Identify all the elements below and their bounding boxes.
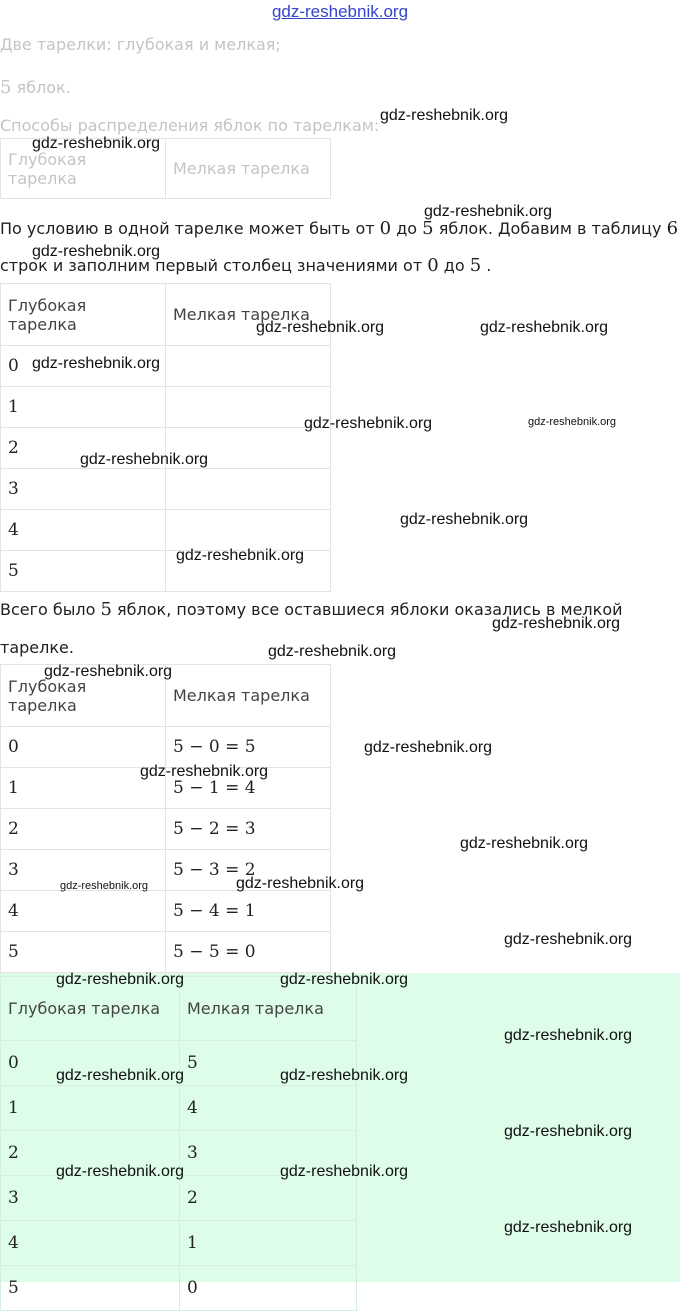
math-number: 5 bbox=[469, 255, 482, 276]
intro-line-apples bbox=[0, 78, 71, 97]
table-answer bbox=[0, 976, 357, 1311]
watermark: gdz-reshebnik.org bbox=[268, 643, 397, 660]
cell-shallow: 3 bbox=[180, 1131, 357, 1176]
table-computed bbox=[0, 664, 331, 973]
cell-deep: 2 bbox=[1, 1131, 180, 1176]
table-row bbox=[1, 1221, 357, 1266]
watermark: gdz-reshebnik.org bbox=[492, 615, 621, 632]
col-header-deep: Глубокая тарелка bbox=[1, 139, 166, 199]
cell-deep: 3 bbox=[1, 850, 166, 891]
watermark: gdz-reshebnik.org bbox=[504, 1219, 633, 1236]
watermark: gdz-reshebnik.org bbox=[424, 203, 553, 220]
watermark: gdz-reshebnik.org bbox=[460, 835, 589, 852]
watermark: gdz-reshebnik.org bbox=[528, 416, 617, 428]
watermark: gdz-reshebnik.org bbox=[80, 451, 209, 468]
text: яблок, поэтому все оставшиеся яблоки оказались в мелкой bbox=[111, 600, 623, 619]
cell-deep: 0 bbox=[1, 727, 166, 768]
table-row bbox=[1, 727, 331, 768]
col-header-shallow: Мелкая тарелка bbox=[166, 284, 331, 346]
watermark: gdz-reshebnik.org bbox=[280, 1163, 409, 1180]
cell-deep: 5 bbox=[1, 932, 166, 973]
watermark: gdz-reshebnik.org bbox=[44, 663, 173, 680]
col-header-shallow: Мелкая тарелка bbox=[166, 139, 331, 199]
watermark: gdz-reshebnik.org bbox=[364, 739, 493, 756]
watermark: gdz-reshebnik.org bbox=[400, 511, 529, 528]
text: строк и заполним первый столбец значениями от bbox=[0, 256, 428, 275]
cell-shallow-expression: 5 − 5 = 0 bbox=[166, 932, 331, 973]
watermark: gdz-reshebnik.org bbox=[32, 135, 161, 152]
watermark: gdz-reshebnik.org bbox=[32, 243, 161, 260]
cell-shallow-empty bbox=[166, 510, 331, 551]
text: . bbox=[481, 256, 492, 275]
cell-shallow-expression: 5 − 4 = 1 bbox=[166, 891, 331, 932]
cell-shallow: 4 bbox=[180, 1086, 357, 1131]
cell-deep: 1 bbox=[1, 1086, 180, 1131]
watermark: gdz-reshebnik.org bbox=[280, 971, 409, 988]
text: до bbox=[391, 219, 423, 238]
watermark: gdz-reshebnik.org bbox=[380, 107, 509, 124]
watermark: gdz-reshebnik.org bbox=[32, 355, 161, 372]
cell-shallow: 5 bbox=[180, 1041, 357, 1086]
cell-shallow-expression: 5 − 3 = 2 bbox=[166, 850, 331, 891]
table-row bbox=[1, 469, 331, 510]
math-number: 5 bbox=[100, 599, 112, 620]
intro-apples-count: 5 bbox=[0, 77, 12, 98]
paragraph-remaining-line2: тарелке. bbox=[0, 638, 74, 657]
watermark: gdz-reshebnik.org bbox=[56, 971, 185, 988]
cell-deep: 1 bbox=[1, 387, 166, 428]
math-number: 0 bbox=[379, 218, 392, 239]
cell-deep: 1 bbox=[1, 768, 166, 809]
col-header-deep: Глубокая тарелка bbox=[1, 665, 166, 727]
cell-shallow-expression: 5 − 0 = 5 bbox=[166, 727, 331, 768]
intro-line-plates: Две тарелки: глубокая и мелкая; bbox=[0, 35, 281, 54]
cell-shallow: 0 bbox=[180, 1266, 357, 1311]
watermark: gdz-reshebnik.org bbox=[280, 1067, 409, 1084]
watermark: gdz-reshebnik.org bbox=[140, 763, 269, 780]
watermark: gdz-reshebnik.org bbox=[504, 931, 633, 948]
cell-deep: 5 bbox=[1, 551, 166, 592]
intro-line-ways: Способы распределения яблок по тарелкам: bbox=[0, 116, 380, 135]
watermark: gdz-reshebnik.org bbox=[504, 1123, 633, 1140]
table-row bbox=[1, 1086, 357, 1131]
watermark: gdz-reshebnik.org bbox=[504, 1027, 633, 1044]
cell-deep: 3 bbox=[1, 1176, 180, 1221]
col-header-deep: Глубокая тарелка bbox=[1, 284, 166, 346]
table-row bbox=[1, 932, 331, 973]
text: яблок. Добавим в таблицу bbox=[433, 219, 667, 238]
watermark: gdz-reshebnik.org bbox=[304, 415, 433, 432]
watermark: gdz-reshebnik.org bbox=[176, 547, 305, 564]
site-header-link[interactable]: gdz-reshebnik.org bbox=[271, 2, 409, 21]
table-row bbox=[1, 891, 331, 932]
cell-shallow-empty bbox=[166, 346, 331, 387]
cell-deep: 4 bbox=[1, 1221, 180, 1266]
watermark: gdz-reshebnik.org bbox=[256, 319, 385, 336]
cell-deep: 2 bbox=[1, 428, 166, 469]
table-row bbox=[1, 1266, 357, 1311]
table-row bbox=[1, 387, 331, 428]
cell-shallow: 1 bbox=[180, 1221, 357, 1266]
math-number: 6 bbox=[666, 218, 679, 239]
watermark: gdz-reshebnik.org bbox=[60, 880, 149, 892]
cell-deep: 4 bbox=[1, 510, 166, 551]
text: По условию в одной тарелке может быть от bbox=[0, 219, 380, 238]
cell-deep: 0 bbox=[1, 346, 166, 387]
watermark: gdz-reshebnik.org bbox=[236, 875, 365, 892]
watermark: gdz-reshebnik.org bbox=[56, 1163, 185, 1180]
cell-deep: 5 bbox=[1, 1266, 180, 1311]
text: до bbox=[438, 256, 470, 275]
table-row bbox=[1, 510, 331, 551]
text: Всего было bbox=[0, 600, 101, 619]
intro-apples-text: яблок. bbox=[11, 78, 71, 97]
cell-deep: 3 bbox=[1, 469, 166, 510]
cell-shallow-empty bbox=[166, 469, 331, 510]
cell-deep: 4 bbox=[1, 891, 166, 932]
math-number: 0 bbox=[427, 255, 439, 276]
math-number: 5 bbox=[422, 218, 434, 239]
cell-deep: 2 bbox=[1, 809, 166, 850]
watermark: gdz-reshebnik.org bbox=[480, 319, 609, 336]
col-header-shallow: Мелкая тарелка bbox=[180, 977, 357, 1041]
table-row bbox=[1, 809, 331, 850]
table-row bbox=[1, 1176, 357, 1221]
col-header-deep: Глубокая тарелка bbox=[1, 977, 180, 1041]
cell-deep: 0 bbox=[1, 1041, 180, 1086]
cell-shallow-expression: 5 − 1 = 4 bbox=[166, 768, 331, 809]
cell-shallow-expression: 5 − 2 = 3 bbox=[166, 809, 331, 850]
col-header-shallow: Мелкая тарелка bbox=[166, 665, 331, 727]
paragraph-condition-line1 bbox=[0, 219, 678, 238]
cell-shallow: 2 bbox=[180, 1176, 357, 1221]
watermark: gdz-reshebnik.org bbox=[56, 1067, 185, 1084]
